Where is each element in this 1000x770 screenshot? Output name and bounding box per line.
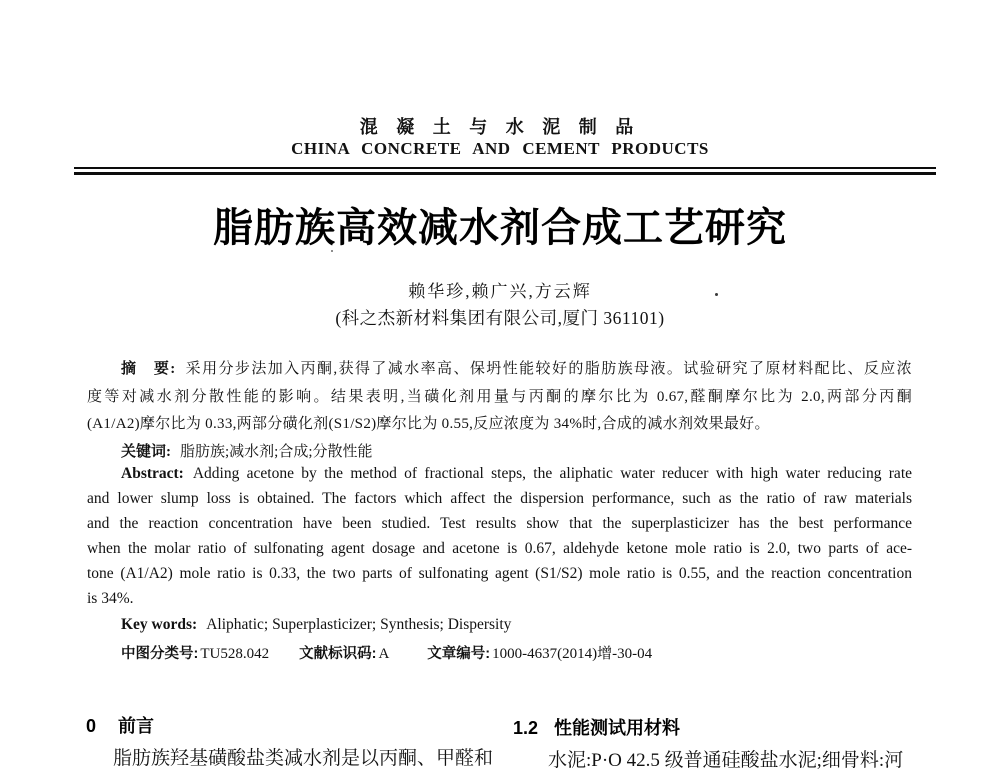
classification-line [87, 642, 912, 668]
doc-code-label: 文献标识码: [299, 645, 377, 662]
keywords-cn-label: 关键词: [121, 443, 171, 460]
section-materials [513, 714, 947, 770]
scan-speck [715, 293, 718, 296]
keywords-cn-line [87, 440, 912, 465]
article-id: 1000-4637(2014)增-30-04 [492, 645, 653, 662]
scan-speck-small [331, 250, 333, 252]
abstract-cn-line-3: (A1/A2)摩尔比为 0.33,两部分磺化剂(S1/S2)摩尔比为 0.55,反应浓度为 34%时,合成的减水剂效果最好。 [87, 416, 770, 432]
affiliation-line: (科之杰新材料集团有限公司,厦门 361101) [335, 308, 665, 328]
keywords-en-text: Aliphatic; Superplasticizer; Synthesis; Dispersity [206, 615, 512, 633]
abstract-en-line-1 [87, 465, 912, 490]
abstract-en-line-2: and lower slump loss is obtained. The factors which affect the dispersion performance, such as the ratio of raw materials [87, 489, 912, 507]
abstract-cn-label: 摘 要: [121, 361, 176, 377]
section-intro [86, 712, 510, 770]
abstract-en-label: Abstract: [121, 464, 184, 482]
journal-title-en: CHINA CONCRETE AND CEMENT PRODUCTS [291, 139, 709, 158]
article-id-label: 文章编号: [427, 645, 491, 662]
abstract-cn-text-1: 采用分步法加入丙酮,获得了减水率高、保坍性能较好的脂肪族母液。试验研究了原材料配比、反应浓 [184, 361, 912, 377]
section-heading-intro [86, 712, 510, 738]
keywords-en-label: Key words: [121, 615, 198, 633]
section-number-materials: 1.2 [513, 718, 539, 738]
abstract-en-line-4: when the molar ratio of sulfonating agent dosage and acetone is 0.67, aldehyde ketone mole ratio is 2.0, two parts of ace- [87, 540, 912, 558]
document-code: A [378, 645, 390, 662]
abstract-block [87, 357, 912, 668]
abstract-en-line-5: tone (A1/A2) mole ratio is 0.33, the two parts of sulfonating agent (S1/S2) mole ratio is 0.55, and the reaction concentration [87, 565, 912, 583]
article-title: 脂肪族高效减水剂合成工艺研究 [213, 206, 787, 250]
abstract-cn-line-2: 度等对减水剂分散性能的影响。结果表明,当磺化剂用量与丙酮的摩尔比为 0.67,醛酮摩尔比为 2.0,两部分丙酮 [87, 388, 912, 405]
section-body-materials: 水泥:P·O 42.5 级普通硅酸盐水泥;细骨料:河 [548, 750, 904, 770]
authors-line: 赖华珍,赖广兴,方云辉 [408, 282, 592, 301]
section-title-intro: 前言 [118, 716, 155, 736]
abstract-en-line-6: is 34%. [87, 590, 134, 608]
section-body-intro: 脂肪族羟基磺酸盐类减水剂是以丙酮、甲醛和 [113, 748, 494, 769]
keywords-en-line [87, 616, 912, 642]
journal-title-cn: 混 凝 土 与 水 泥 制 品 [359, 117, 641, 137]
clc-label: 中图分类号: [121, 645, 199, 662]
abstract-en-line-3: and the reaction concentration have been studied. Test results show that the superplasticizer has the best performance [87, 514, 912, 532]
abstract-cn-line-1 [87, 357, 912, 385]
section-title-materials: 性能测试用材料 [554, 718, 681, 738]
section-number-intro: 0 [86, 716, 97, 736]
clc-number: TU528.042 [200, 645, 270, 662]
keywords-cn-text: 脂肪族;减水剂;合成;分散性能 [180, 443, 373, 460]
section-heading-materials [513, 714, 947, 740]
header-double-rule [74, 167, 936, 175]
abstract-en-text-1: Adding acetone by the method of fractional steps, the aliphatic water reducer with high water reducing rate [192, 464, 912, 482]
